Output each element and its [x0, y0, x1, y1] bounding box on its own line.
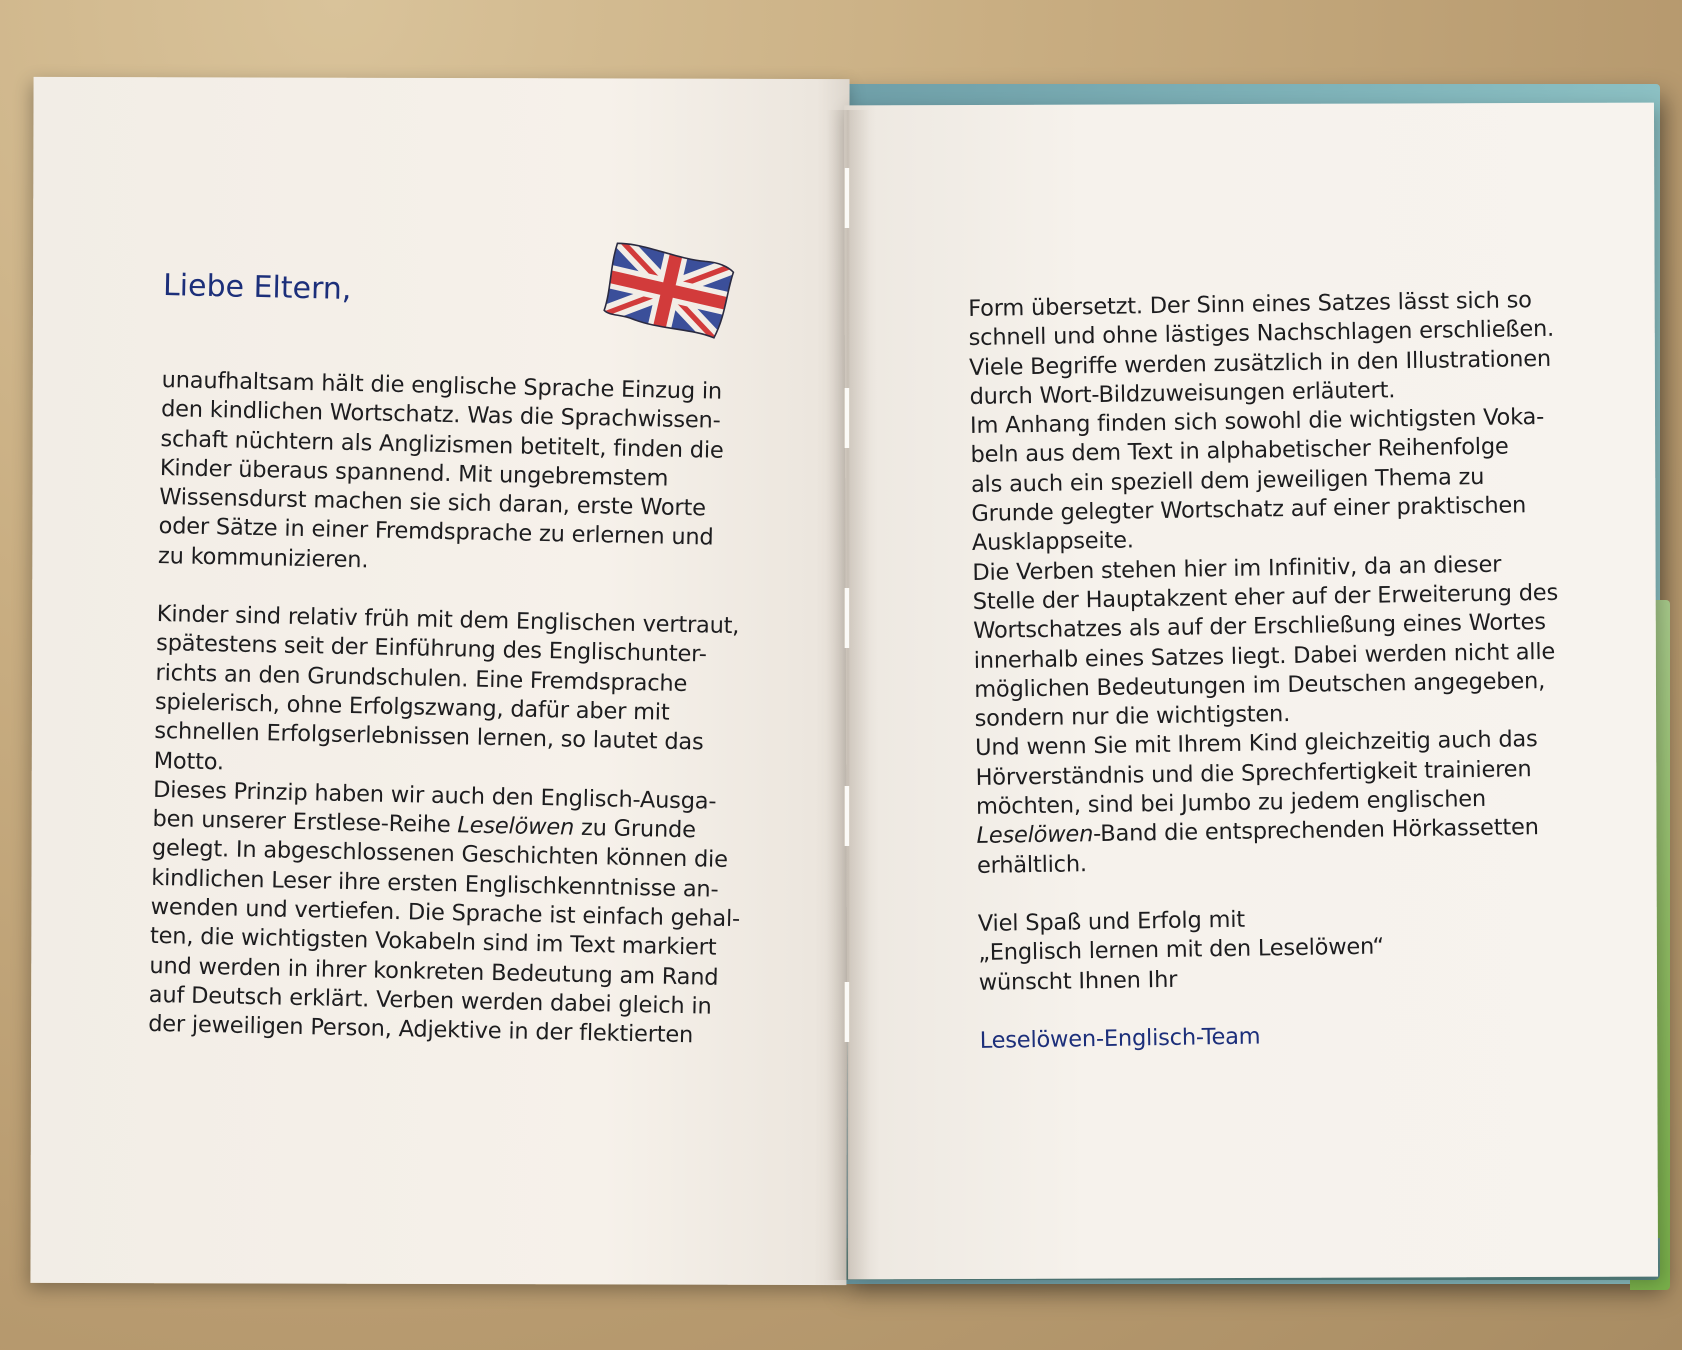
text-line: unaufhaltsam hält die englische Sprache Einzug in — [161, 366, 723, 405]
text-line: richts an den Grundschulen. Eine Fremdsprache — [155, 659, 688, 697]
text-line: Hörverständnis und die Sprechfertigkeit trainieren — [975, 755, 1532, 791]
text-line: der jeweiligen Person, Adjektive in der flektierten — [147, 1011, 694, 1049]
text-line: innerhalb eines Satzes liegt. Dabei werden nicht alle — [973, 638, 1556, 674]
series-title-italic: Leselöwen — [976, 821, 1094, 850]
right-page-text — [968, 286, 1580, 1056]
text-line: sondern nur die wichtigsten. — [974, 701, 1291, 733]
text-line: schaft nüchtern als Anglizismen betitelt, finden die — [160, 425, 724, 464]
text-line: schnellen Erfolgserlebnissen lernen, so lautet das — [154, 718, 704, 756]
text-line: Kinder überaus spannend. Mit ungebremstem — [159, 454, 669, 492]
closing-line: wünscht Ihnen Ihr — [978, 966, 1178, 996]
text-line: spätestens seit der Einführung des Englischunter- — [155, 630, 707, 668]
text-line: Grunde gelegter Wortschatz auf einer praktischen — [971, 492, 1527, 528]
text-line: beln aus dem Text in alphabetischer Reihenfolge — [970, 434, 1509, 469]
text-line: schnell und ohne lästiges Nachschlagen erschließen. — [968, 316, 1555, 352]
text-line: Stelle der Hauptakzent eher auf der Erweiterung des — [972, 579, 1559, 615]
text-line: auf Deutsch erklärt. Verben werden dabei gleich in — [148, 981, 712, 1020]
closing-line: „Englisch lernen mit den Leselöwen“ — [978, 933, 1385, 967]
text-line: oder Sätze in einer Fremdsprache zu erlernen und — [158, 513, 714, 552]
text-line: den kindlichen Wortschatz. Was die Sprachwissen- — [160, 396, 721, 435]
text-line: durch Wort-Bildzuweisungen erläutert. — [969, 377, 1396, 410]
text-line: zu kommunizieren. — [157, 542, 369, 574]
text-line: kindlichen Leser ihre ersten Englischkenntnisse an- — [151, 864, 719, 903]
text-line: erhältlich. — [976, 850, 1088, 879]
text-line: Viele Begriffe werden zusätzlich in den Illustrationen — [968, 345, 1552, 381]
text-line: ten, die wichtigsten Vokabeln sind im Text markiert — [149, 923, 717, 962]
text-line: spielerisch, ohne Erfolgszwang, dafür aber mit — [154, 688, 670, 726]
binding-stitch — [844, 388, 850, 448]
text-line-tail: zu Grunde — [573, 814, 697, 844]
text-line: Die Verben stehen hier im Infinitiv, da an dieser — [972, 551, 1502, 586]
text-line: Im Anhang finden sich sowohl die wichtigsten Voka- — [969, 404, 1545, 440]
text-line: möglichen Bedeutungen im Deutschen angegeben, — [973, 667, 1546, 703]
text-line: Wissensdurst machen sie sich daran, erste Worte — [158, 484, 707, 522]
binding-stitch — [844, 168, 850, 228]
text-line-head: ben unserer Erstlese-Reihe — [152, 806, 458, 839]
text-line: möchten, sind bei Jumbo zu jedem englischen — [975, 785, 1487, 820]
text-line: Motto. — [153, 747, 225, 775]
text-line: Ausklappseite. — [971, 527, 1134, 557]
text-line: Form übersetzt. Der Sinn eines Satzes lässt sich so — [968, 287, 1532, 322]
text-line: Dieses Prinzip haben wir auch den Englisch-Ausga- — [152, 776, 717, 815]
text-line: als auch ein speziell dem jeweiligen Thema zu — [970, 463, 1485, 498]
text-line: und werden in ihrer konkreten Bedeutung am Rand — [149, 952, 719, 991]
signature: Leselöwen-Englisch-Team — [979, 1023, 1261, 1054]
text-line-tail: -Band die entsprechenden Hörkassetten — [1092, 814, 1539, 848]
binding-stitch — [844, 982, 850, 1042]
text-line: gelegt. In abgeschlossenen Geschichten können die — [151, 835, 729, 874]
text-line: wenden und vertiefen. Die Sprache ist einfach gehal- — [150, 893, 741, 933]
text-line: Kinder sind relativ früh mit dem Englischen vertraut, — [156, 601, 740, 640]
text-line: Wortschatzes als auf der Erschließung eines Wortes — [973, 609, 1546, 645]
binding-stitch — [844, 588, 850, 648]
binding-stitch — [844, 786, 850, 846]
series-title-italic: Leselöwen — [457, 812, 575, 841]
salutation-heading: Liebe Eltern, — [162, 268, 352, 307]
text-line: Und wenn Sie mit Ihrem Kind gleichzeitig auch das — [974, 726, 1538, 762]
closing-line: Viel Spaß und Erfolg mit — [977, 906, 1246, 937]
left-page-text — [148, 366, 752, 1052]
